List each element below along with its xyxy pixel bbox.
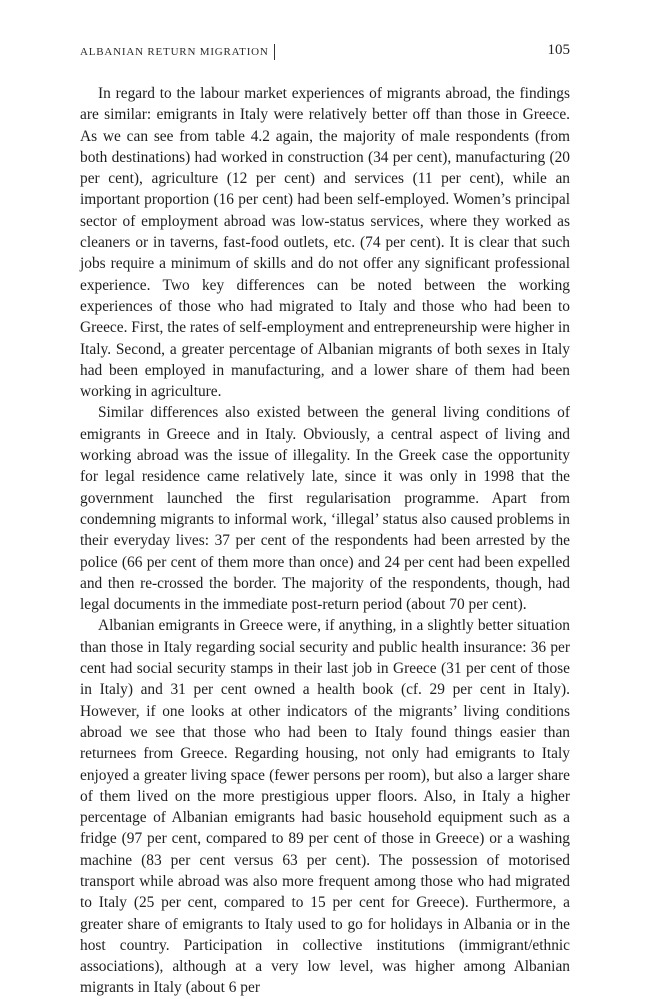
running-title: ALBANIAN RETURN MIGRATION: [80, 46, 269, 58]
paragraph-social-security: Albanian emigrants in Greece were, if anything, in a slightly better situation than those in Italy regarding social security and public health insurance: 36 per cent had social security stamps in their last job in Greece (31 per cent of those in Italy) and 31 per cent owned a health book (cf. 29 per cent in Italy). However, if one looks at other indicators of the migrants’ living conditions abroad we see that those who had been to Italy found things easier than returnees from Greece. Regarding housing, not only had emigrants to Italy enjoyed a greater living space (fewer persons per room), but also a larger share of them lived on the more prestigious upper floors. Also, in Italy a higher percentage of Albanian emigrants had basic household equipment such as a fridge (97 per cent, compared to 89 per cent of those in Greece) or a washing machine (83 per cent versus 63 per cent). The possession of motorised transport while abroad was also more frequent among those who had migrated to Italy (25 per cent, compared to 15 per cent for Greece). Furthermore, a greater share of emigrants to Italy used to go for holidays in Albania or in the host country. Participation in collective institutions (immigrant/ethnic associations), although at a very low level, was higher among Albanian migrants in Italy (about 6 per: [80, 617, 570, 997]
paragraph-living-conditions: Similar differences also existed between the general living conditions of emigrants in Greece and in Italy. Obviously, a central aspect of living and working abroad was the issue of illegality. In the Greek case the opportunity for legal residence came relatively late, since it was only in 1998 that the government launched the first regularisation programme. Apart from condemning migrants to informal work, ‘illegal’ status also caused problems in their everyday lives: 37 per cent of the respondents had been arrested by the police (66 per cent of them more than once) and 24 per cent had been expelled and then re-crossed the border. The majority of the respondents, though, had legal documents in the immediate post-return period (about 70 per cent).: [80, 404, 570, 614]
paragraph-labour-market: In regard to the labour market experiences of migrants abroad, the findings are similar: emigrants in Italy were relatively better off than those in Greece. As we can see from table 4.2 again, the majority of male respondents (from both destinations) had worked in construction (34 per cent), manufacturing (20 per cent), agriculture (12 per cent) and services (11 per cent), while an important proportion (16 per cent) had been self-employed. Women’s principal sector of employment abroad was low-status services, where they worked as cleaners or in taverns, fast-food outlets, etc. (74 per cent). It is clear that such jobs require a minimum of skills and do not offer any significant professional experience. Two key differences can be noted between the working experiences of those who had migrated to Italy and those who had been to Greece. First, the rates of self-employment and entrepreneurship were higher in Italy. Second, a greater percentage of Albanian migrants of both sexes in Italy had been employed in manufacturing, and a lower share of them had been working in agriculture.: [80, 85, 570, 401]
body-text: [80, 83, 570, 999]
header-divider: [274, 44, 275, 60]
running-header: [80, 42, 570, 62]
page-number: 105: [547, 42, 570, 58]
